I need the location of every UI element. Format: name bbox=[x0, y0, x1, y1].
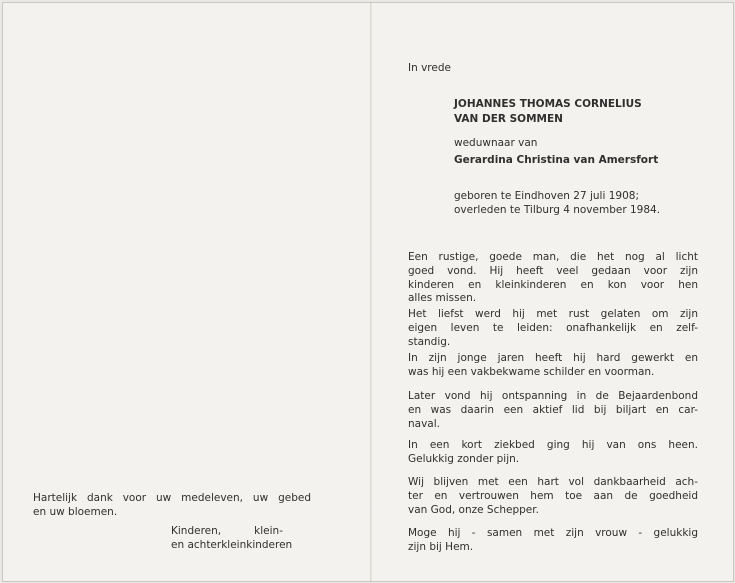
card-fold bbox=[370, 3, 372, 581]
signature-line-1: Kinderen, klein- bbox=[171, 525, 283, 537]
memorial-paragraph-line: alles missen. bbox=[408, 292, 477, 305]
memorial-paragraph-line: naval. bbox=[408, 417, 440, 430]
memorial-paragraph-line: Moge hij - samen met zijn vrouw - gelukkig bbox=[408, 527, 698, 539]
in-vrede-label: In vrede bbox=[408, 62, 451, 74]
memorial-paragraph-line: kinderen en kleinkinderen en kon voor hen bbox=[408, 278, 698, 291]
thanks-line-2: en uw bloemen. bbox=[33, 506, 118, 518]
memorial-paragraph-line: In een kort ziekbed ging hij van ons heen. bbox=[408, 439, 698, 451]
memorial-paragraph-line: Later vond hij ontspanning in de Bejaardenbond bbox=[408, 390, 698, 402]
birth-line: geboren te Eindhoven 27 juli 1908; bbox=[454, 190, 639, 202]
thanks-line-1: Hartelijk dank voor uw medeleven, uw gebed bbox=[33, 492, 311, 504]
deceased-name-line-2: VAN DER SOMMEN bbox=[454, 113, 563, 125]
memorial-paragraph-line: zijn bij Hem. bbox=[408, 540, 474, 553]
deceased-name-line-1: JOHANNES THOMAS CORNELIUS bbox=[454, 98, 642, 110]
memorial-paragraph-line: eigen leven te leiden: onafhankelijk en zelf- bbox=[408, 321, 698, 334]
widower-label: weduwnaar van bbox=[454, 137, 538, 149]
memorial-paragraph-line: In zijn jonge jaren heeft hij hard gewerkt en bbox=[408, 352, 698, 364]
memorial-paragraph-line: van God, onze Schepper. bbox=[408, 503, 539, 516]
memorial-paragraph-line: en was daarin een aktief lid bij biljart en car- bbox=[408, 403, 698, 416]
death-line: overleden te Tilburg 4 november 1984. bbox=[454, 204, 661, 216]
memorial-paragraph-line: Gelukkig zonder pijn. bbox=[408, 452, 520, 465]
memorial-paragraph-line: goed vond. Hij heeft veel gedaan voor zijn bbox=[408, 264, 698, 277]
memorial-paragraph-line: was hij een vakbekwame schilder en voorman. bbox=[408, 365, 655, 378]
memorial-paragraph-line: Wij blijven met een hart vol dankbaarheid ach- bbox=[408, 476, 698, 488]
signature-line-2: en achterkleinkinderen bbox=[171, 539, 293, 551]
memorial-paragraph-line: ter en vertrouwen hem toe aan de goedheid bbox=[408, 489, 698, 502]
spouse-name: Gerardina Christina van Amersfort bbox=[454, 154, 659, 166]
memorial-card bbox=[2, 2, 734, 582]
memorial-paragraph-line: standig. bbox=[408, 335, 451, 348]
memorial-paragraph-line: Het liefst werd hij met rust gelaten om zijn bbox=[408, 308, 698, 320]
memorial-paragraph-line: Een rustige, goede man, die het nog al licht bbox=[408, 251, 698, 263]
